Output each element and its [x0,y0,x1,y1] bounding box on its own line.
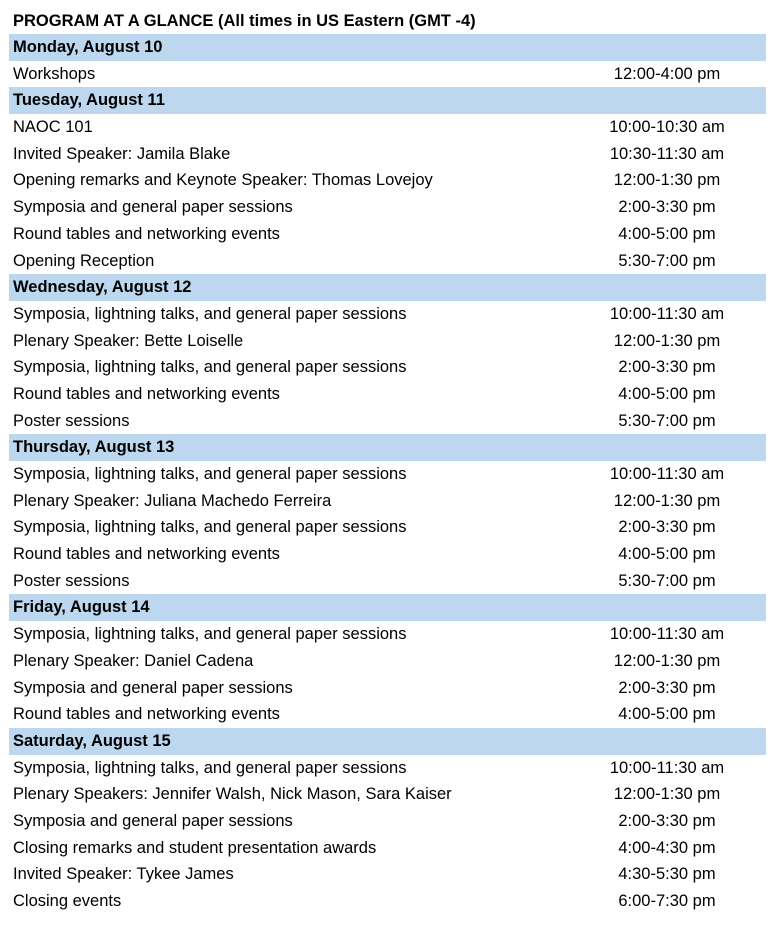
event-list [9,114,766,274]
event-name: Invited Speaker: Jamila Blake [13,144,231,163]
event-time: 10:00-11:30 am [609,758,725,777]
event-time: 4:00-5:00 pm [618,384,716,403]
event-time: 5:30-7:00 pm [618,251,716,270]
event-name: Plenary Speakers: Jennifer Walsh, Nick Mason, Sara Kaiser [13,785,452,804]
event-time: 10:00-11:30 am [609,304,725,323]
event-time: 10:00-11:30 am [609,625,725,644]
event-row [9,888,766,915]
event-time: 2:00-3:30 pm [618,518,716,537]
event-list [9,621,766,728]
day-header: Friday, August 14 [9,594,766,621]
day-header: Wednesday, August 12 [9,274,766,301]
event-row [9,808,766,835]
day-section [9,728,766,915]
schedule [9,34,766,915]
day-section [9,434,766,594]
event-name: Invited Speaker: Tykee James [13,865,234,884]
event-row [9,301,766,328]
event-list [9,461,766,594]
event-name: NAOC 101 [13,118,93,137]
day-section [9,274,766,434]
event-name: Symposia, lightning talks, and general paper sessions [13,465,407,483]
event-name: Symposia, lightning talks, and general paper sessions [13,758,407,777]
event-row [9,701,766,728]
program-at-a-glance [9,8,766,915]
event-name: Symposia, lightning talks, and general paper sessions [13,518,407,537]
event-time: 12:00-1:30 pm [613,331,721,350]
event-row [9,461,766,488]
event-time: 2:00-3:30 pm [618,358,716,377]
event-row [9,61,766,88]
event-name: Closing events [13,892,122,910]
event-name: Plenary Speaker: Juliana Machedo Ferreira [13,491,332,510]
event-name: Round tables and networking events [13,384,280,403]
day-header: Monday, August 10 [9,34,766,61]
event-time: 10:00-11:30 am [609,465,725,483]
event-name: Workshops [13,64,96,83]
event-time: 4:00-5:00 pm [618,224,716,243]
event-time: 10:30-11:30 am [609,144,725,163]
event-row [9,568,766,595]
event-row [9,488,766,515]
event-name: Poster sessions [13,411,130,430]
event-time: 12:00-4:00 pm [613,64,721,83]
event-time: 5:30-7:00 pm [618,411,716,430]
day-header: Tuesday, August 11 [9,87,766,114]
event-name: Symposia, lightning talks, and general paper sessions [13,358,407,377]
event-row [9,141,766,168]
event-time: 12:00-1:30 pm [613,785,721,804]
event-row [9,221,766,248]
event-row [9,781,766,808]
event-row [9,861,766,888]
event-row [9,381,766,408]
event-name: Round tables and networking events [13,224,280,243]
day-section [9,34,766,87]
event-name: Symposia, lightning talks, and general paper sessions [13,625,407,644]
day-section [9,594,766,727]
event-name: Plenary Speaker: Daniel Cadena [13,651,254,670]
event-name: Round tables and networking events [13,545,280,564]
event-name: Symposia and general paper sessions [13,198,293,217]
event-time: 4:00-5:00 pm [618,705,716,724]
event-time: 2:00-3:30 pm [618,678,716,697]
event-row [9,755,766,782]
event-time: 2:00-3:30 pm [618,811,716,830]
event-list [9,61,766,88]
event-name: Closing remarks and student presentation awards [13,838,377,857]
event-row [9,621,766,648]
event-name: Symposia and general paper sessions [13,678,293,697]
event-name: Opening Reception [13,251,155,270]
event-name: Round tables and networking events [13,705,280,724]
event-time: 12:00-1:30 pm [613,491,721,510]
event-list [9,755,766,915]
event-row [9,514,766,541]
event-row [9,408,766,435]
event-name: Symposia, lightning talks, and general paper sessions [13,304,407,323]
event-row [9,114,766,141]
event-row [9,835,766,862]
event-row [9,248,766,275]
event-time: 4:00-5:00 pm [618,545,716,564]
event-time: 2:00-3:30 pm [618,198,716,217]
event-row [9,648,766,675]
event-name: Symposia and general paper sessions [13,811,293,830]
day-section [9,87,766,274]
event-row [9,354,766,381]
event-time: 4:30-5:30 pm [618,865,716,884]
page-title: PROGRAM AT A GLANCE (All times in US Eastern (GMT -4) [13,12,476,30]
event-time: 10:00-10:30 am [609,118,725,137]
event-row [9,675,766,702]
event-name: Plenary Speaker: Bette Loiselle [13,331,244,350]
event-row [9,167,766,194]
event-time: 12:00-1:30 pm [613,171,721,190]
event-name: Opening remarks and Keynote Speaker: Thomas Lovejoy [13,171,433,190]
event-time: 4:00-4:30 pm [618,838,716,857]
event-row [9,541,766,568]
event-name: Poster sessions [13,571,130,590]
event-time: 6:00-7:30 pm [618,892,716,910]
event-row [9,328,766,355]
event-row [9,194,766,221]
event-list [9,301,766,434]
event-time: 12:00-1:30 pm [613,651,721,670]
event-time: 5:30-7:00 pm [618,571,716,590]
day-header: Saturday, August 15 [9,728,766,755]
day-header: Thursday, August 13 [9,434,766,461]
